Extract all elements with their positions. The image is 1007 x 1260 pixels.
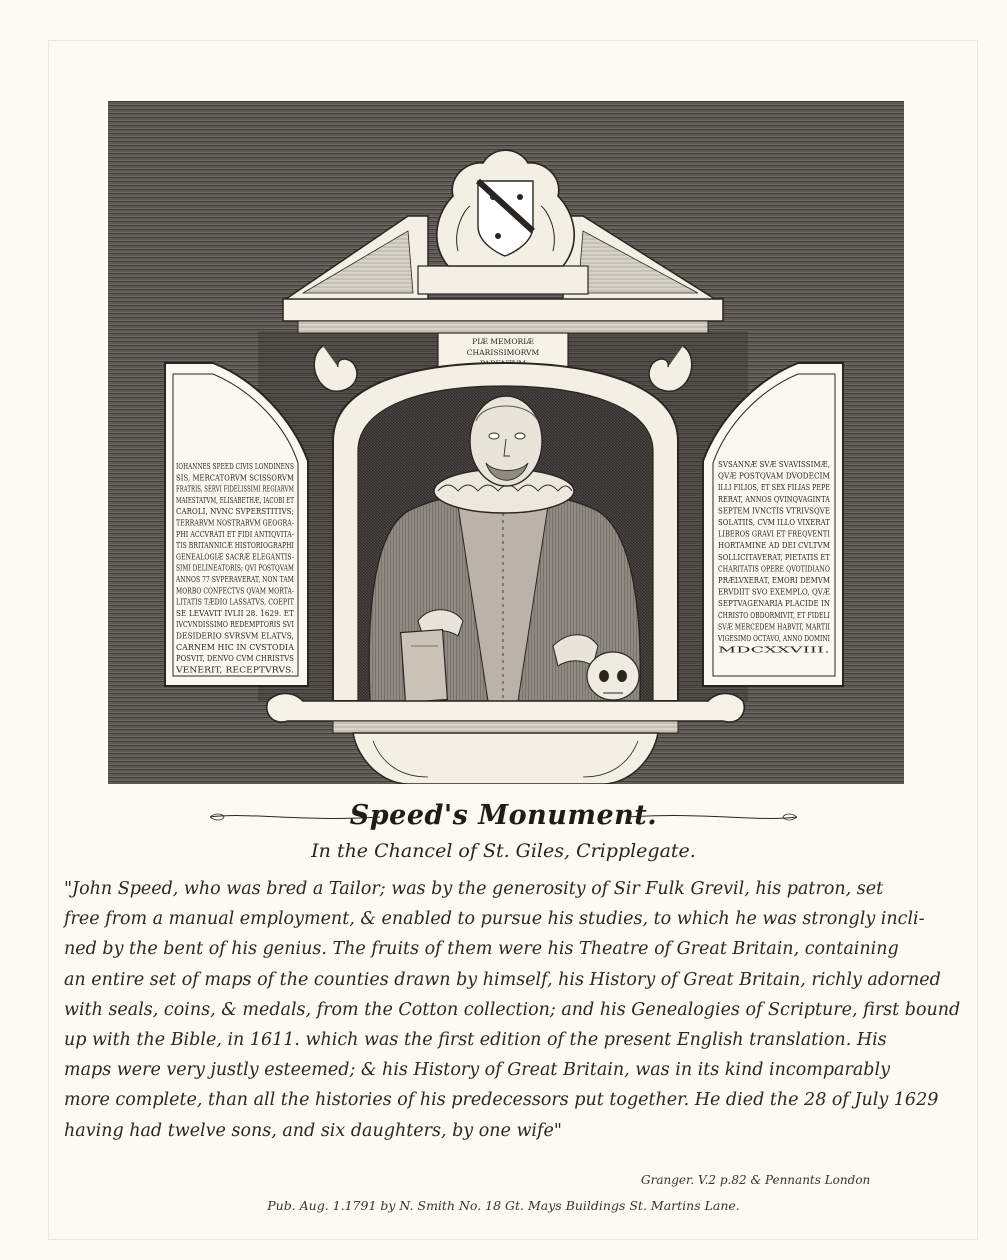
inscription-line: SEPTEM IVNCTIS VTRIVSQVE [718, 506, 830, 517]
caption-line: more complete, than all the histories of his predecessors put together. He died the 28 of July 1629 [64, 1090, 939, 1111]
caption-line: "John Speed, who was bred a Tailor; was by the generosity of Sir Fulk Grevil, his patron, set [64, 879, 884, 899]
inscription-line: PRÆLVXERAT, EMORI DEMVM [718, 576, 831, 586]
caption-line: up with the Bible, in 1611. which was the first edition of the present English translation. His [64, 1030, 887, 1051]
inscription-line: CHARITATIS OPERE QVOTIDIANO [718, 564, 830, 575]
caption-line: an entire set of maps of the counties drawn by himself, his History of Great Britain, richly adorned [64, 969, 941, 990]
inscription-line: SVSANNÆ SVÆ SVAVISSIMÆ, [718, 460, 830, 470]
monument-engraving [108, 101, 904, 784]
inscription-line: SIS, MERCATORVM SCISSORVM [176, 473, 295, 484]
inscription-line: TIS BRITANNICÆ HISTORIOGRAPHI [176, 541, 294, 552]
inscription-line: SE LEVAVIT IVLII 28. 1629. ET [176, 608, 295, 619]
inscription-line: TERRARVM NOSTRARVM GEOGRA- [176, 518, 294, 529]
caption-line: ned by the bent of his genius. The fruits of them were his Theatre of Great Britain, containing [64, 939, 899, 960]
source-reference: Granger. V.2 p.82 & Pennants London [641, 1173, 871, 1187]
frieze-line: PIÆ MEMORIÆ [472, 337, 534, 346]
inscription-line: MAIESTATVM, ELISABETHÆ, IACOBI ET [176, 495, 295, 506]
inscription-line: SIMI DELINEATORIS; QVI POSTQVAM [176, 563, 295, 574]
caption-body [64, 874, 969, 1146]
inscription-line: CAROLI, NVNC SVPERSTITIVS; [176, 507, 295, 518]
inscription-line: CARNEM HIC IN CVSTODIA [176, 642, 295, 653]
inscription-line: RERAT, ANNOS QVINQVAGINTA [718, 494, 831, 505]
inscription-line: MORBO CONFECTVS QVAM MORTA- [176, 586, 294, 597]
inscription-line: ILLI FILIOS, ET SEX FILIAS PEPE [718, 483, 830, 494]
inscription-line: LITATIS TÆDIO LASSATVS, COEPIT [176, 597, 295, 608]
inscription-line: SEPTVAGENARIA PLACIDE IN [718, 599, 831, 610]
inscription-line: ERVDIIT SVO EXEMPLO, QVÆ [718, 587, 831, 598]
inscription-line: QVÆ POSTQVAM DVODECIM [718, 471, 831, 482]
print-subtitle: In the Chancel of St. Giles, Cripplegate. [311, 840, 696, 862]
inscription-line: FRATRIS, SERVI FIDELISSIMI REGIARVM [176, 484, 295, 495]
right-flourish [627, 810, 797, 824]
inscription-line: GENEALOGIÆ SACRÆ ELEGANTIS- [176, 552, 294, 563]
caption-line: maps were very justly esteemed; & his History of Great Britain, was in its kind incomparably [64, 1060, 890, 1081]
inscription-line: CHRISTO OBDORMIVIT, ET FIDELI [718, 610, 830, 621]
inscription-line: LIBEROS GRAVI ET FREQVENTI [718, 529, 830, 540]
inscription-line: IOHANNES SPEED CIVIS LONDINENS [176, 462, 295, 472]
inscription-line: ANNOS 77 SVPERAVERAT, NON TAM [175, 575, 295, 585]
left-tablet-inscription [175, 462, 295, 675]
inscription-line: VIGESIMO OCTAVO, ANNO DOMINI [717, 634, 830, 644]
inscription-line: SVÆ MERCEDEM HABVIT, MARTII [718, 622, 830, 633]
caption-line: free from a manual employment, & enabled to pursue his studies, to which he was strongly incli- [64, 909, 925, 930]
publication-line: Pub. Aug. 1.1791 by N. Smith No. 18 Gt. Mays Buildings St. Martins Lane. [267, 1198, 740, 1213]
caption-line: having had twelve sons, and six daughters, by one wife" [64, 1120, 562, 1141]
inscription-line: POSVIT, DENVO CVM CHRISTVS [176, 654, 295, 665]
caption-line: with seals, coins, & medals, from the Cotton collection; and his Genealogies of Scripture, first bound [64, 999, 961, 1020]
print-title: Speed's Monument. [349, 800, 658, 831]
inscription-line: DESIDERIO SVRSVM ELATVS, [176, 631, 294, 642]
inscription-line: VENERIT, RECEPTVRVS. [174, 665, 294, 676]
inscription-line: MDCXXVIII. [718, 645, 830, 656]
inscription-line: SOLLICITAVERAT, PIETATIS ET [718, 552, 831, 563]
inscription-line: IVCVNDISSIMO REDEMPTORIS SVI [176, 620, 294, 631]
inscription-line: SOLATIIS, CVM ILLO VIXERAT [718, 518, 831, 528]
inscription-line: PHI ACCVRATI ET FIDI ANTIQVITA- [176, 529, 294, 540]
frieze-line: CHARISSIMORVM [466, 348, 540, 357]
right-tablet-inscription [717, 460, 830, 656]
skull [587, 652, 639, 700]
inscription-line: HORTAMINE AD DEI CVLTVM [718, 541, 831, 552]
